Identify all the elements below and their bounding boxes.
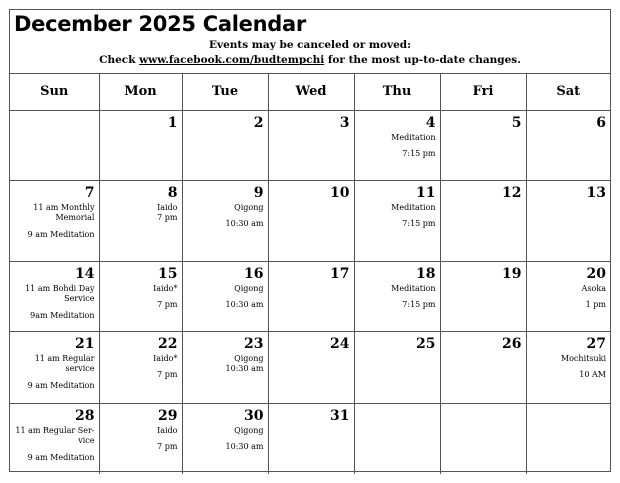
week-row bbox=[10, 331, 610, 403]
event-text: 10:30 am bbox=[225, 442, 264, 451]
day-events bbox=[13, 203, 95, 241]
day-cell bbox=[99, 331, 182, 403]
day-cell bbox=[182, 331, 268, 403]
day-cell bbox=[268, 261, 354, 331]
event-text: Iaido* bbox=[153, 353, 178, 363]
event-text: Qigong bbox=[234, 353, 264, 363]
day-number: 17 bbox=[330, 265, 350, 282]
day-cell bbox=[10, 110, 99, 180]
event-text: 9am Meditation bbox=[30, 310, 95, 320]
event-text: 7 pm bbox=[157, 370, 178, 379]
day-number: 12 bbox=[502, 184, 522, 201]
event-text: Mochitsuki bbox=[560, 353, 606, 363]
event-text: Meditation bbox=[391, 283, 436, 293]
event-text: 7:15 pm bbox=[402, 219, 436, 228]
notice-prefix: Check bbox=[99, 54, 136, 66]
day-number: 14 bbox=[75, 265, 95, 282]
day-number: 10 bbox=[330, 184, 350, 201]
event-text: 1 pm bbox=[585, 300, 606, 309]
day-number: 27 bbox=[586, 335, 606, 352]
day-events bbox=[182, 354, 264, 375]
weekday-sun: Sun bbox=[10, 74, 99, 110]
day-cell bbox=[268, 110, 354, 180]
weekday-fri: Fri bbox=[440, 74, 526, 110]
day-cell bbox=[440, 180, 526, 261]
day-number: 21 bbox=[75, 335, 95, 352]
day-cell bbox=[354, 180, 440, 261]
day-cell bbox=[10, 403, 99, 474]
event-text: 7 pm bbox=[157, 300, 178, 309]
event-text: 11 am Bohdi Day bbox=[25, 283, 95, 293]
day-number: 1 bbox=[167, 114, 178, 131]
event-text: service bbox=[65, 364, 95, 373]
day-events bbox=[524, 284, 606, 311]
day-cell bbox=[268, 403, 354, 474]
day-cell bbox=[10, 180, 99, 261]
event-text: Meditation bbox=[391, 202, 436, 212]
day-cell bbox=[526, 403, 610, 474]
day-cell bbox=[99, 261, 182, 331]
event-text: 9 am Meditation bbox=[27, 452, 95, 462]
day-number: 8 bbox=[167, 184, 178, 201]
notice-line-2 bbox=[10, 54, 610, 66]
facebook-link[interactable]: www.facebook.com/budtempchi bbox=[139, 54, 325, 66]
day-cell bbox=[99, 403, 182, 474]
notice-suffix: for the most up-to-date changes. bbox=[327, 54, 521, 66]
day-number: 9 bbox=[253, 184, 264, 201]
day-number: 31 bbox=[330, 407, 350, 424]
day-number: 24 bbox=[330, 335, 350, 352]
day-cell bbox=[182, 403, 268, 474]
day-events bbox=[354, 133, 436, 160]
weekday-thu: Thu bbox=[354, 74, 440, 110]
event-text: 11 am Regular Ser- bbox=[15, 425, 95, 435]
day-cell bbox=[440, 403, 526, 474]
day-cell bbox=[268, 180, 354, 261]
event-text: 7 pm bbox=[157, 442, 178, 451]
day-cell bbox=[182, 261, 268, 331]
day-number: 30 bbox=[244, 407, 264, 424]
day-number: 18 bbox=[416, 265, 436, 282]
weekday-tue: Tue bbox=[182, 74, 268, 110]
day-number: 22 bbox=[158, 335, 178, 352]
event-text: 10:30 am bbox=[225, 364, 264, 373]
calendar-grid bbox=[10, 74, 610, 471]
weekday-sat: Sat bbox=[526, 74, 610, 110]
event-text: 11 am Regular bbox=[34, 353, 95, 363]
day-number: 25 bbox=[416, 335, 436, 352]
event-text: 7:15 pm bbox=[402, 149, 436, 158]
day-cell bbox=[99, 180, 182, 261]
event-text: Memorial bbox=[55, 213, 95, 222]
day-number: 20 bbox=[586, 265, 606, 282]
day-events bbox=[182, 203, 264, 230]
event-text: Qigong bbox=[234, 283, 264, 293]
day-number: 15 bbox=[158, 265, 178, 282]
day-number: 2 bbox=[253, 114, 264, 131]
day-cell bbox=[526, 180, 610, 261]
day-number: 7 bbox=[84, 184, 95, 201]
day-cell bbox=[182, 110, 268, 180]
day-cell bbox=[440, 110, 526, 180]
event-text: 10:30 am bbox=[225, 219, 264, 228]
day-events bbox=[13, 354, 95, 392]
day-cell bbox=[10, 331, 99, 403]
week-row bbox=[10, 110, 610, 180]
week-row bbox=[10, 403, 610, 474]
day-number: 19 bbox=[502, 265, 522, 282]
event-text: Asoka bbox=[581, 283, 606, 293]
calendar-table bbox=[10, 74, 610, 474]
day-cell bbox=[526, 331, 610, 403]
calendar-header bbox=[10, 10, 610, 74]
event-text: 9 am Meditation bbox=[27, 229, 95, 239]
event-text: Qigong bbox=[234, 202, 264, 212]
day-cell bbox=[99, 110, 182, 180]
event-text: Iaido* bbox=[153, 283, 178, 293]
event-text: 7 pm bbox=[157, 213, 178, 222]
event-text: 9 am Meditation bbox=[27, 380, 95, 390]
day-events bbox=[354, 203, 436, 230]
day-number: 23 bbox=[244, 335, 264, 352]
day-events bbox=[13, 426, 95, 464]
day-number: 16 bbox=[244, 265, 264, 282]
event-text: 10 AM bbox=[579, 370, 606, 379]
day-events bbox=[96, 284, 178, 311]
day-events bbox=[182, 426, 264, 453]
day-cell bbox=[182, 180, 268, 261]
day-events bbox=[96, 203, 178, 224]
day-number: 6 bbox=[596, 114, 606, 131]
day-events bbox=[96, 426, 178, 453]
weekday-header-row bbox=[10, 74, 610, 110]
event-text: Service bbox=[64, 294, 95, 303]
day-cell bbox=[526, 110, 610, 180]
day-events bbox=[13, 284, 95, 322]
day-number: 13 bbox=[586, 184, 606, 201]
week-row bbox=[10, 180, 610, 261]
event-text: Iaido bbox=[157, 202, 178, 212]
day-number: 28 bbox=[75, 407, 95, 424]
day-events bbox=[182, 284, 264, 311]
event-text: Iaido bbox=[157, 425, 178, 435]
day-number: 11 bbox=[416, 184, 436, 201]
day-events bbox=[96, 354, 178, 381]
calendar-page bbox=[9, 9, 611, 472]
day-cell bbox=[268, 331, 354, 403]
notice-line-1: Events may be canceled or moved: bbox=[208, 39, 412, 51]
day-cell bbox=[526, 261, 610, 331]
day-cell bbox=[354, 331, 440, 403]
day-cell bbox=[440, 331, 526, 403]
event-text: 7:15 pm bbox=[402, 300, 436, 309]
day-cell bbox=[354, 403, 440, 474]
calendar-title: December 2025 Calendar bbox=[14, 12, 306, 36]
day-events bbox=[524, 354, 606, 381]
event-text: 11 am Monthly bbox=[33, 202, 95, 212]
weekday-mon: Mon bbox=[99, 74, 182, 110]
week-row bbox=[10, 261, 610, 331]
day-cell bbox=[354, 261, 440, 331]
day-number: 3 bbox=[339, 114, 350, 131]
event-text: vice bbox=[78, 436, 95, 445]
day-number: 5 bbox=[511, 114, 522, 131]
day-cell bbox=[354, 110, 440, 180]
day-events bbox=[354, 284, 436, 311]
day-number: 4 bbox=[425, 114, 436, 131]
day-number: 29 bbox=[158, 407, 178, 424]
weekday-wed: Wed bbox=[268, 74, 354, 110]
day-number: 26 bbox=[502, 335, 522, 352]
day-cell bbox=[440, 261, 526, 331]
event-text: Qigong bbox=[234, 425, 264, 435]
event-text: Meditation bbox=[391, 132, 436, 142]
event-text: 10:30 am bbox=[225, 300, 264, 309]
day-cell bbox=[10, 261, 99, 331]
